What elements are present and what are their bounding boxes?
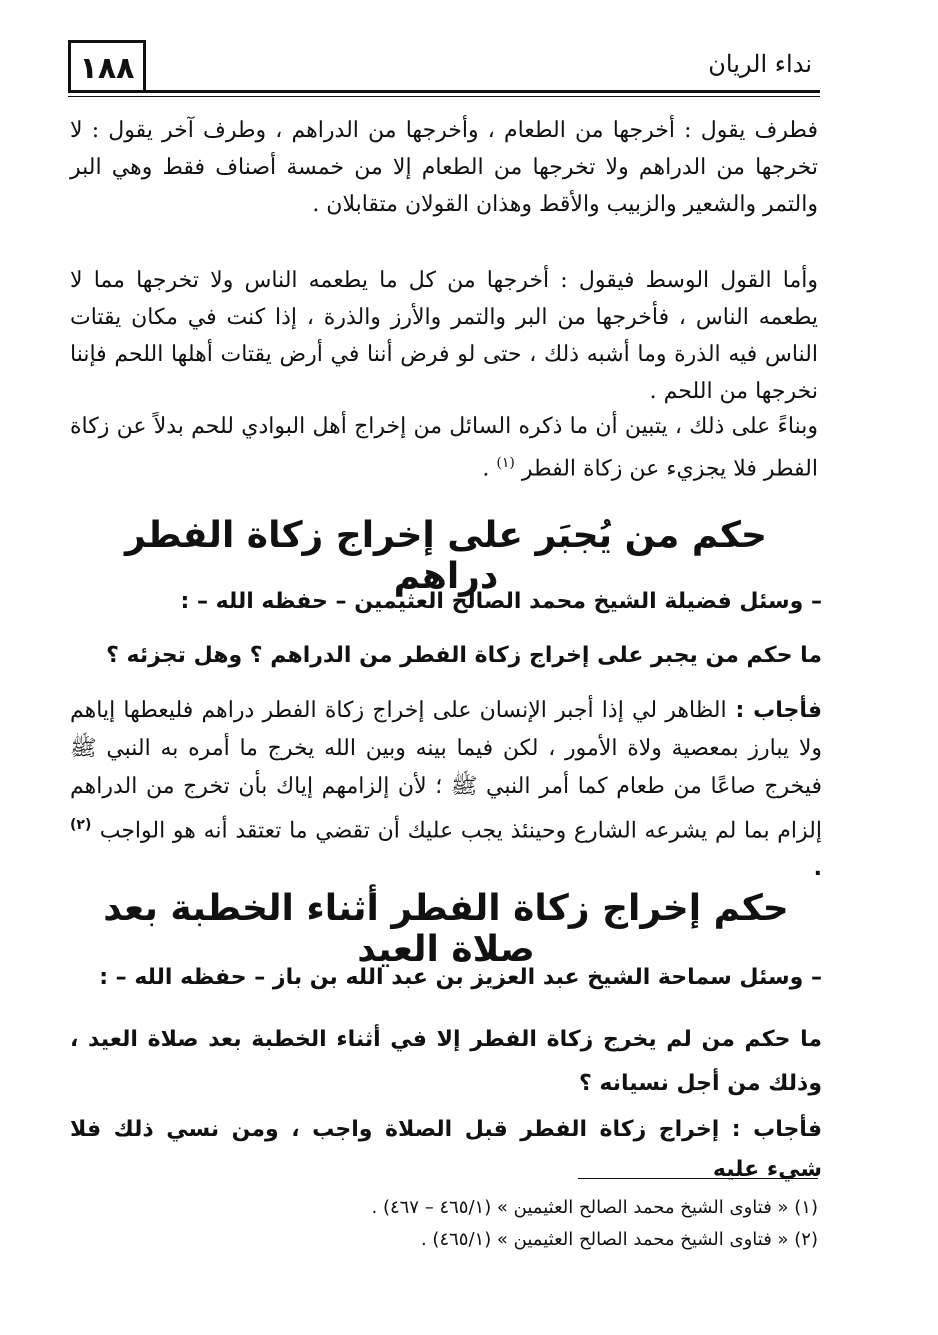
header-rule-thin xyxy=(68,96,820,97)
paragraph-3-end: . xyxy=(482,456,490,482)
answer-1-label: فأجاب : xyxy=(735,698,822,723)
answer-1 xyxy=(70,692,822,888)
answer-2-label: فأجاب : xyxy=(731,1117,822,1142)
paragraph-1: فطرف يقول : أخرجها من الطعام ، وأخرجها من الدراهم ، وطرف آخر يقول : لا تخرجها من الدراهم ولا تخرجها من الطعام إلا من خمسة أصناف فقط وهي البر والتمر والشعير والزبيب والأقط وهذان القولان متقابلان . xyxy=(70,118,818,217)
header-rule xyxy=(68,90,820,93)
footnote-ref-1: (١) xyxy=(496,455,515,471)
footnotes xyxy=(300,1192,818,1256)
page-number: ١٨٨ xyxy=(68,40,146,93)
paragraph-2: وأما القول الوسط فيقول : أخرجها من كل ما يطعمه الناس ولا تخرجها مما لا يطعمه الناس ، فأخرجها من البر والتمر والأرز والذرة ، إذا كنت في مكان يقتات الناس فيه الذرة وما أشبه ذلك ، حتى لو فرض أننا في أرض يقتات أهلها اللحم فإننا نخرجها من اللحم . xyxy=(70,268,818,404)
footnote-2: (٢) « فتاوى الشيخ محمد الصالح العثيمين » (٤٦٥/١) . xyxy=(420,1229,818,1250)
answer-2-text: إخراج زكاة الفطر قبل الصلاة واجب ، ومن نسي ذلك فلا شيء عليه xyxy=(70,1117,822,1182)
question-2-asker: – وسئل سماحة الشيخ عبد العزيز بن عبد الله بن باز – حفظه الله – : xyxy=(99,965,822,990)
section-heading-1: حكم من يُجبَر على إخراج زكاة الفطر دراهم xyxy=(125,515,767,597)
question-1-asker: – وسئل فضيلة الشيخ محمد الصالح العثيمين – حفظه الله – : xyxy=(180,589,822,614)
footnote-divider xyxy=(578,1178,818,1179)
page-header xyxy=(68,40,820,98)
question-1-text: ما حكم من يجبر على إخراج زكاة الفطر من الدراهم ؟ وهل تجزئه ؟ xyxy=(106,643,822,668)
answer-1-text: الظاهر لي إذا أجبر الإنسان على إخراج زكاة الفطر دراهم فليعطها إياهم ولا يبارز بمعصية ولاة الأمور ، لكن فيما بينه وبين الله يخرج ما أمره به النبي ﷺ فيخرج صاعًا من طعام كما أمر النبي ﷺ ؛ لأن إلزامهم إياك بأن تخرج من الدراهم إلزام بما لم يشرعه الشارع وحينئذ يجب عليك أن تقضي ما تعتقد أنه هو الواجب xyxy=(70,698,822,844)
footnote-1: (١) « فتاوى الشيخ محمد الصالح العثيمين » (٤٦٥/١ – ٤٦٧) . xyxy=(371,1197,818,1218)
book-title: نداء الريان xyxy=(708,50,812,78)
question-2-text: ما حكم من لم يخرج زكاة الفطر إلا في أثناء الخطبة بعد صلاة العيد ، وذلك من أجل نسيانه ؟ xyxy=(70,1027,822,1096)
footnote-ref-2: (٢) xyxy=(70,817,92,833)
paragraph-3-text: وبناءً على ذلك ، يتبين أن ما ذكره السائل من إخراج أهل البوادي للحم بدلاً عن زكاة الفطر فلا يجزيء عن زكاة الفطر xyxy=(70,414,818,482)
paragraph-3 xyxy=(70,408,818,487)
answer-1-end: . xyxy=(813,856,822,882)
section-heading-2: حكم إخراج زكاة الفطر أثناء الخطبة بعد صلاة العيد xyxy=(103,888,789,970)
